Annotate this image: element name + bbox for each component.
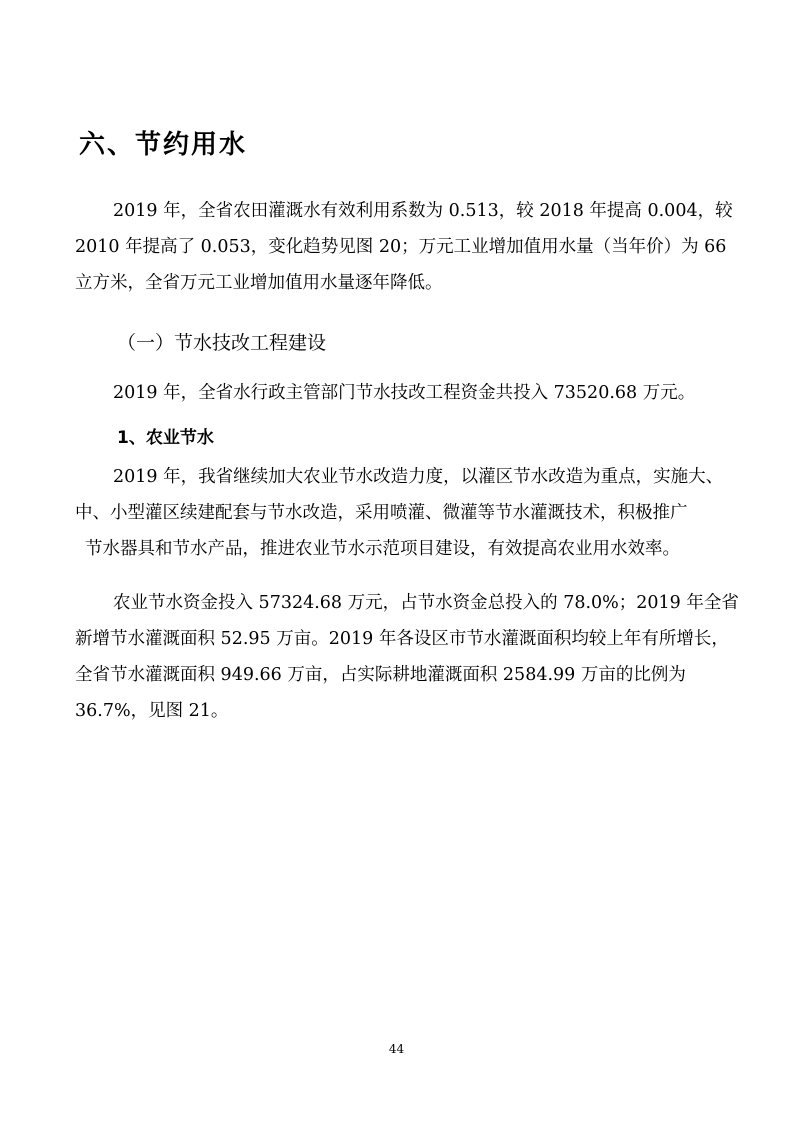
paragraph-line: 立方米，全省万元工业增加值用水量逐年降低。: [75, 273, 443, 293]
paragraph-line: 农业节水资金投入 57324.68 万元，占节水资金总投入的 78.0%；2019 年全省: [113, 593, 739, 613]
paragraph-line: 新增节水灌溉面积 52.95 万亩。2019 年各设区市节水灌溉面积均较上年有所增长，: [75, 629, 729, 649]
paragraph-line: 全省节水灌溉面积 949.66 万亩，占实际耕地灌溉面积 2584.99 万亩的比例为: [75, 665, 686, 685]
paragraph-irrigation-area: [75, 585, 739, 729]
paragraph-line: 节水器具和节水产品，推进农业节水示范项目建设，有效提高农业用水效率。: [85, 539, 680, 559]
paragraph-line: 2019 年，全省农田灌溉水有效利用系数为 0.513，较 2018 年提高 0.004，较: [113, 201, 733, 221]
item-heading: 1、农业节水: [117, 428, 214, 448]
paragraph-line: 中、小型灌区续建配套与节水改造，采用喷灌、微灌等节水灌溉技术，积极推广: [75, 503, 688, 523]
paragraph-water-efficiency: [75, 193, 735, 301]
section-heading: 六、节约用水: [79, 130, 248, 160]
paragraph-line: 2010 年提高了 0.053，变化趋势见图 20；万元工业增加值用水量（当年价）为 66: [75, 237, 727, 257]
paragraph-line: 36.7%，见图 21。: [75, 701, 229, 721]
paragraph-line: 2019 年，全省水行政主管部门节水技改工程资金共投入 73520.68 万元。: [113, 383, 696, 403]
paragraph-agriculture: [75, 459, 735, 567]
page-number: 44: [388, 1042, 405, 1056]
paragraph-line: 2019 年，我省继续加大农业节水改造力度，以灌区节水改造为重点，实施大、: [113, 467, 724, 487]
paragraph-investment: [75, 375, 735, 411]
subsection-heading: （一）节水技改工程建设: [117, 332, 327, 354]
